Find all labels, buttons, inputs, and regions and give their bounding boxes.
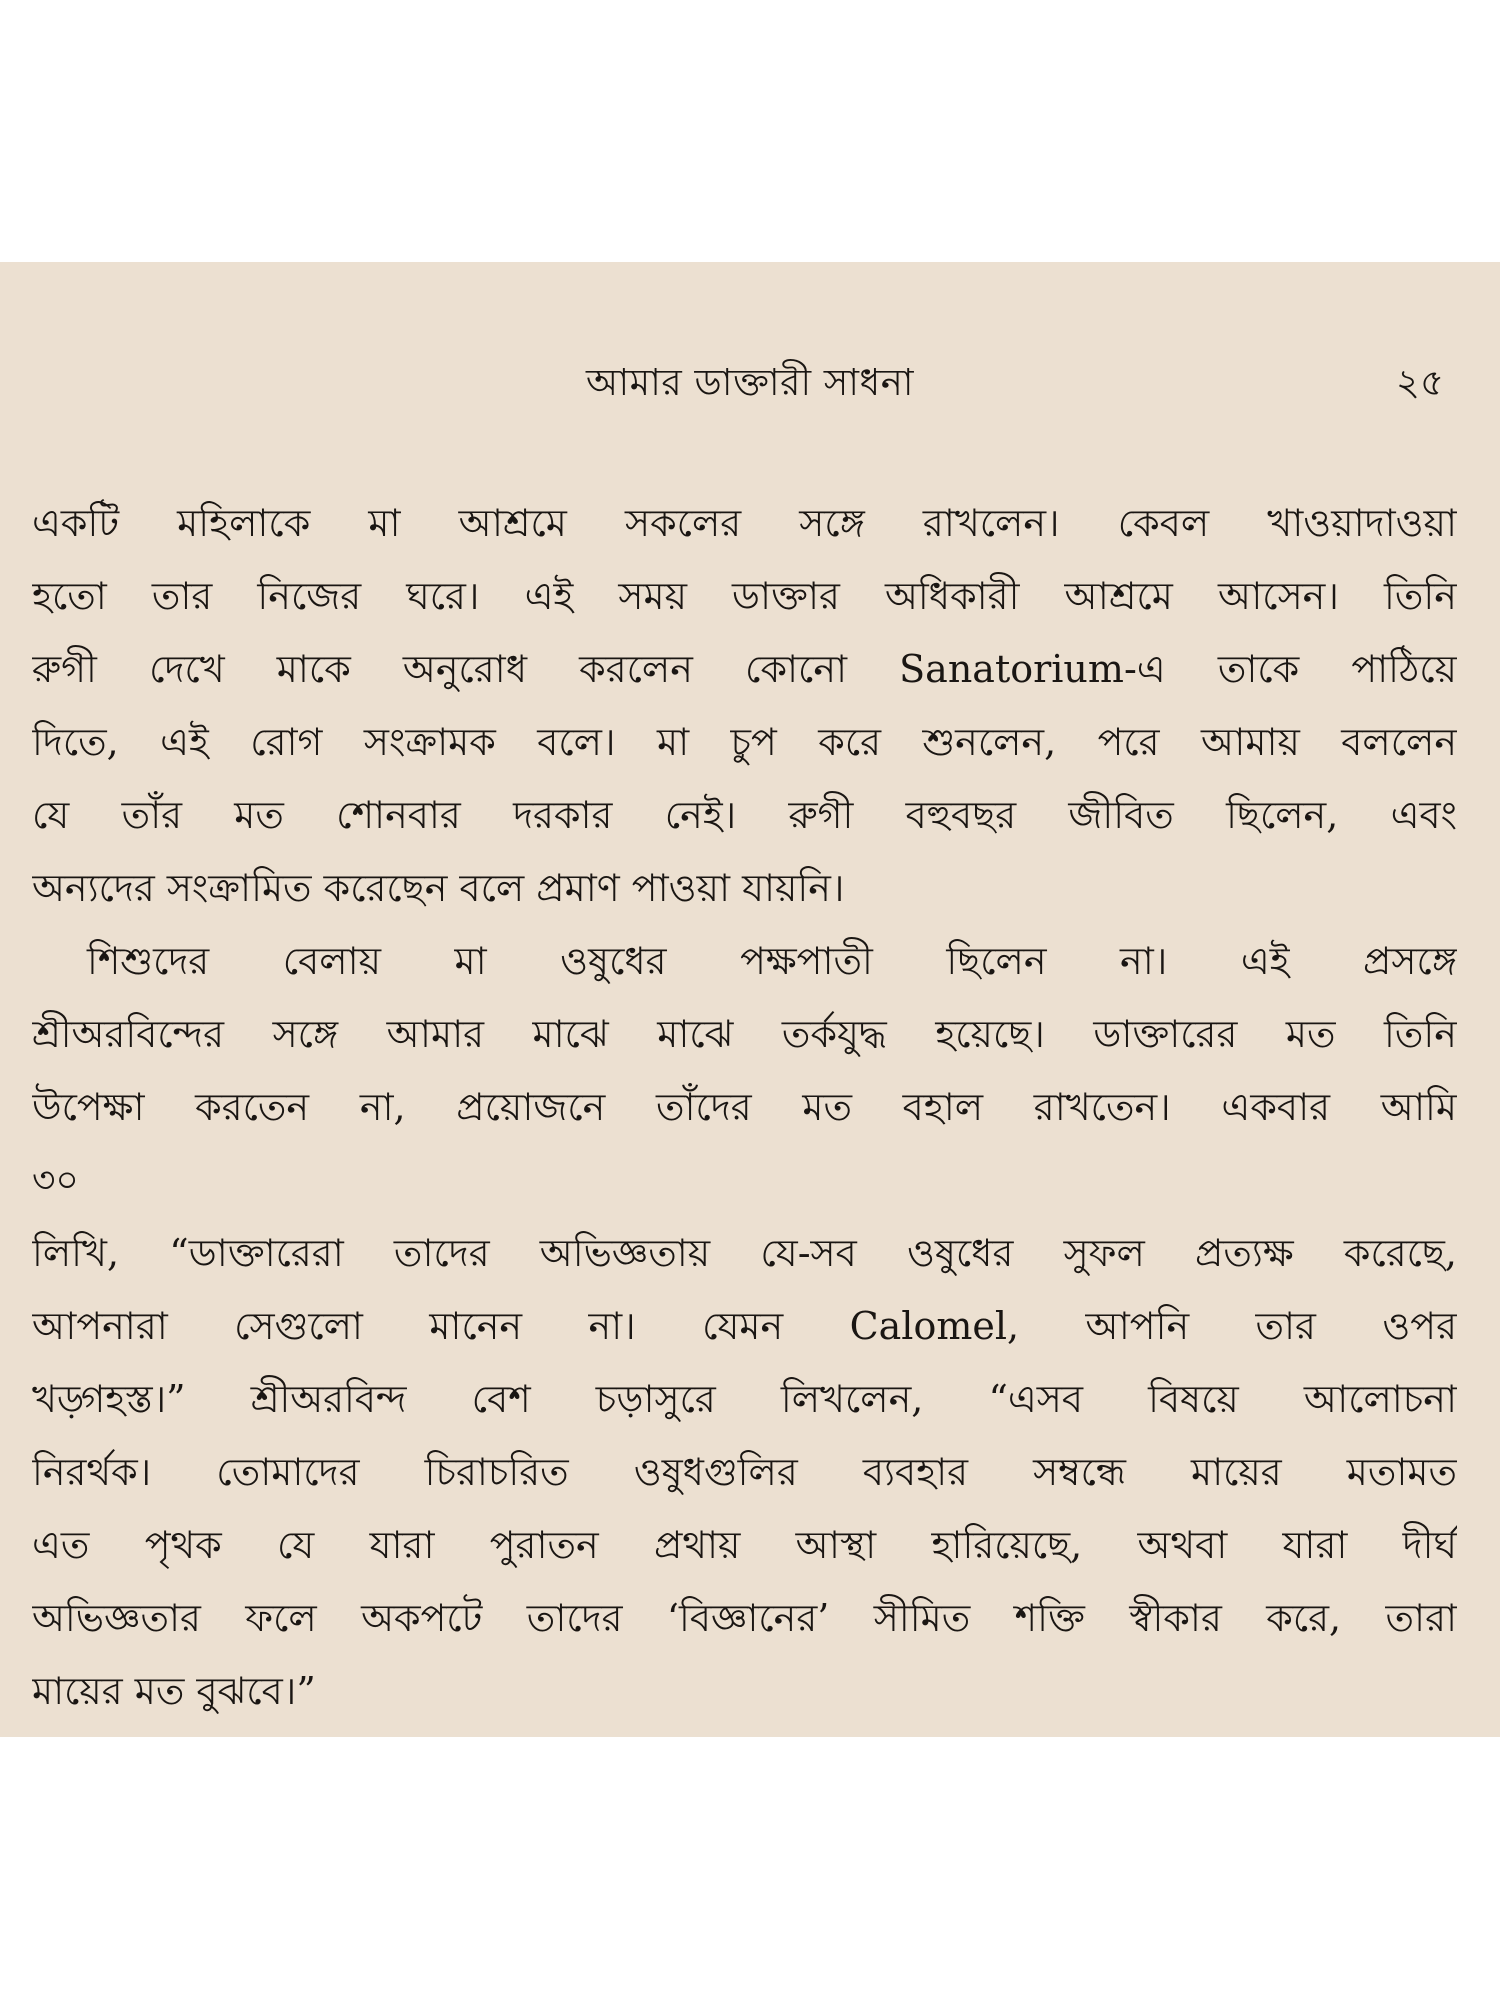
text-line: উপেক্ষা করতেন না, প্রয়োজনে তাঁদের মত বহাল রাখতেন। একবার আমি bbox=[32, 1085, 1457, 1129]
text-line: যে তাঁর মত শোনবার দরকার নেই। রুগী বহুবছর জীবিত ছিলেন, এবং bbox=[32, 793, 1457, 837]
text-line: আপনারা সেগুলো মানেন না। যেমন Calomel, আপনি তার ওপর bbox=[32, 1304, 1457, 1348]
text-line: নিরর্থক। তোমাদের চিরাচরিত ওষুধগুলির ব্যবহার সম্বন্ধে মায়ের মতামত bbox=[32, 1450, 1457, 1494]
text-line: হতো তার নিজের ঘরে। এই সময় ডাক্তার অধিকারী আশ্রমে আসেন। তিনি bbox=[32, 574, 1457, 618]
text-line: লিখি, “ডাক্তারেরা তাদের অভিজ্ঞতায় যে-সব ওষুধের সুফল প্রত্যক্ষ করেছে, bbox=[32, 1231, 1457, 1275]
text-line: শ্রীঅরবিন্দের সঙ্গে আমার মাঝে মাঝে তর্কযুদ্ধ হয়েছে। ডাক্তারের মত তিনি bbox=[32, 1012, 1457, 1056]
page-header bbox=[0, 357, 1500, 409]
text-line: এত পৃথক যে যারা পুরাতন প্রথায় আস্থা হারিয়েছে, অথবা যারা দীর্ঘ bbox=[32, 1523, 1457, 1567]
running-title: আমার ডাক্তারী সাধনা bbox=[585, 361, 915, 404]
text-line: দিতে, এই রোগ সংক্রামক বলে। মা চুপ করে শুনলেন, পরে আমায় বললেন bbox=[32, 720, 1457, 764]
body-text bbox=[32, 487, 1457, 1728]
text-line: রুগী দেখে মাকে অনুরোধ করলেন কোনো Sanatorium-এ তাকে পাঠিয়ে bbox=[32, 647, 1457, 691]
text-line: অভিজ্ঞতার ফলে অকপটে তাদের ‘বিজ্ঞানের’ সীমিত শক্তি স্বীকার করে, তারা bbox=[32, 1596, 1457, 1640]
reference-number: ৩০ bbox=[32, 1160, 79, 1201]
paragraph-start-line: শিশুদের বেলায় মা ওষুধের পক্ষপাতী ছিলেন না। এই প্রসঙ্গে bbox=[87, 939, 1457, 983]
scanned-page bbox=[0, 262, 1500, 1737]
text-line: খড়্গহস্ত।” শ্রীঅরবিন্দ বেশ চড়াসুরে লিখলেন, “এসব বিষয়ে আলোচনা bbox=[32, 1377, 1457, 1421]
text-line: একটি মহিলাকে মা আশ্রমে সকলের সঙ্গে রাখলেন। কেবল খাওয়াদাওয়া bbox=[32, 501, 1457, 545]
text-line: অন্যদের সংক্রামিত করেছেন বলে প্রমাণ পাওয়া যায়নি। bbox=[32, 866, 845, 910]
text-line: মায়ের মত বুঝবে।” bbox=[32, 1669, 316, 1713]
page-number: ২৫ bbox=[1395, 361, 1444, 404]
